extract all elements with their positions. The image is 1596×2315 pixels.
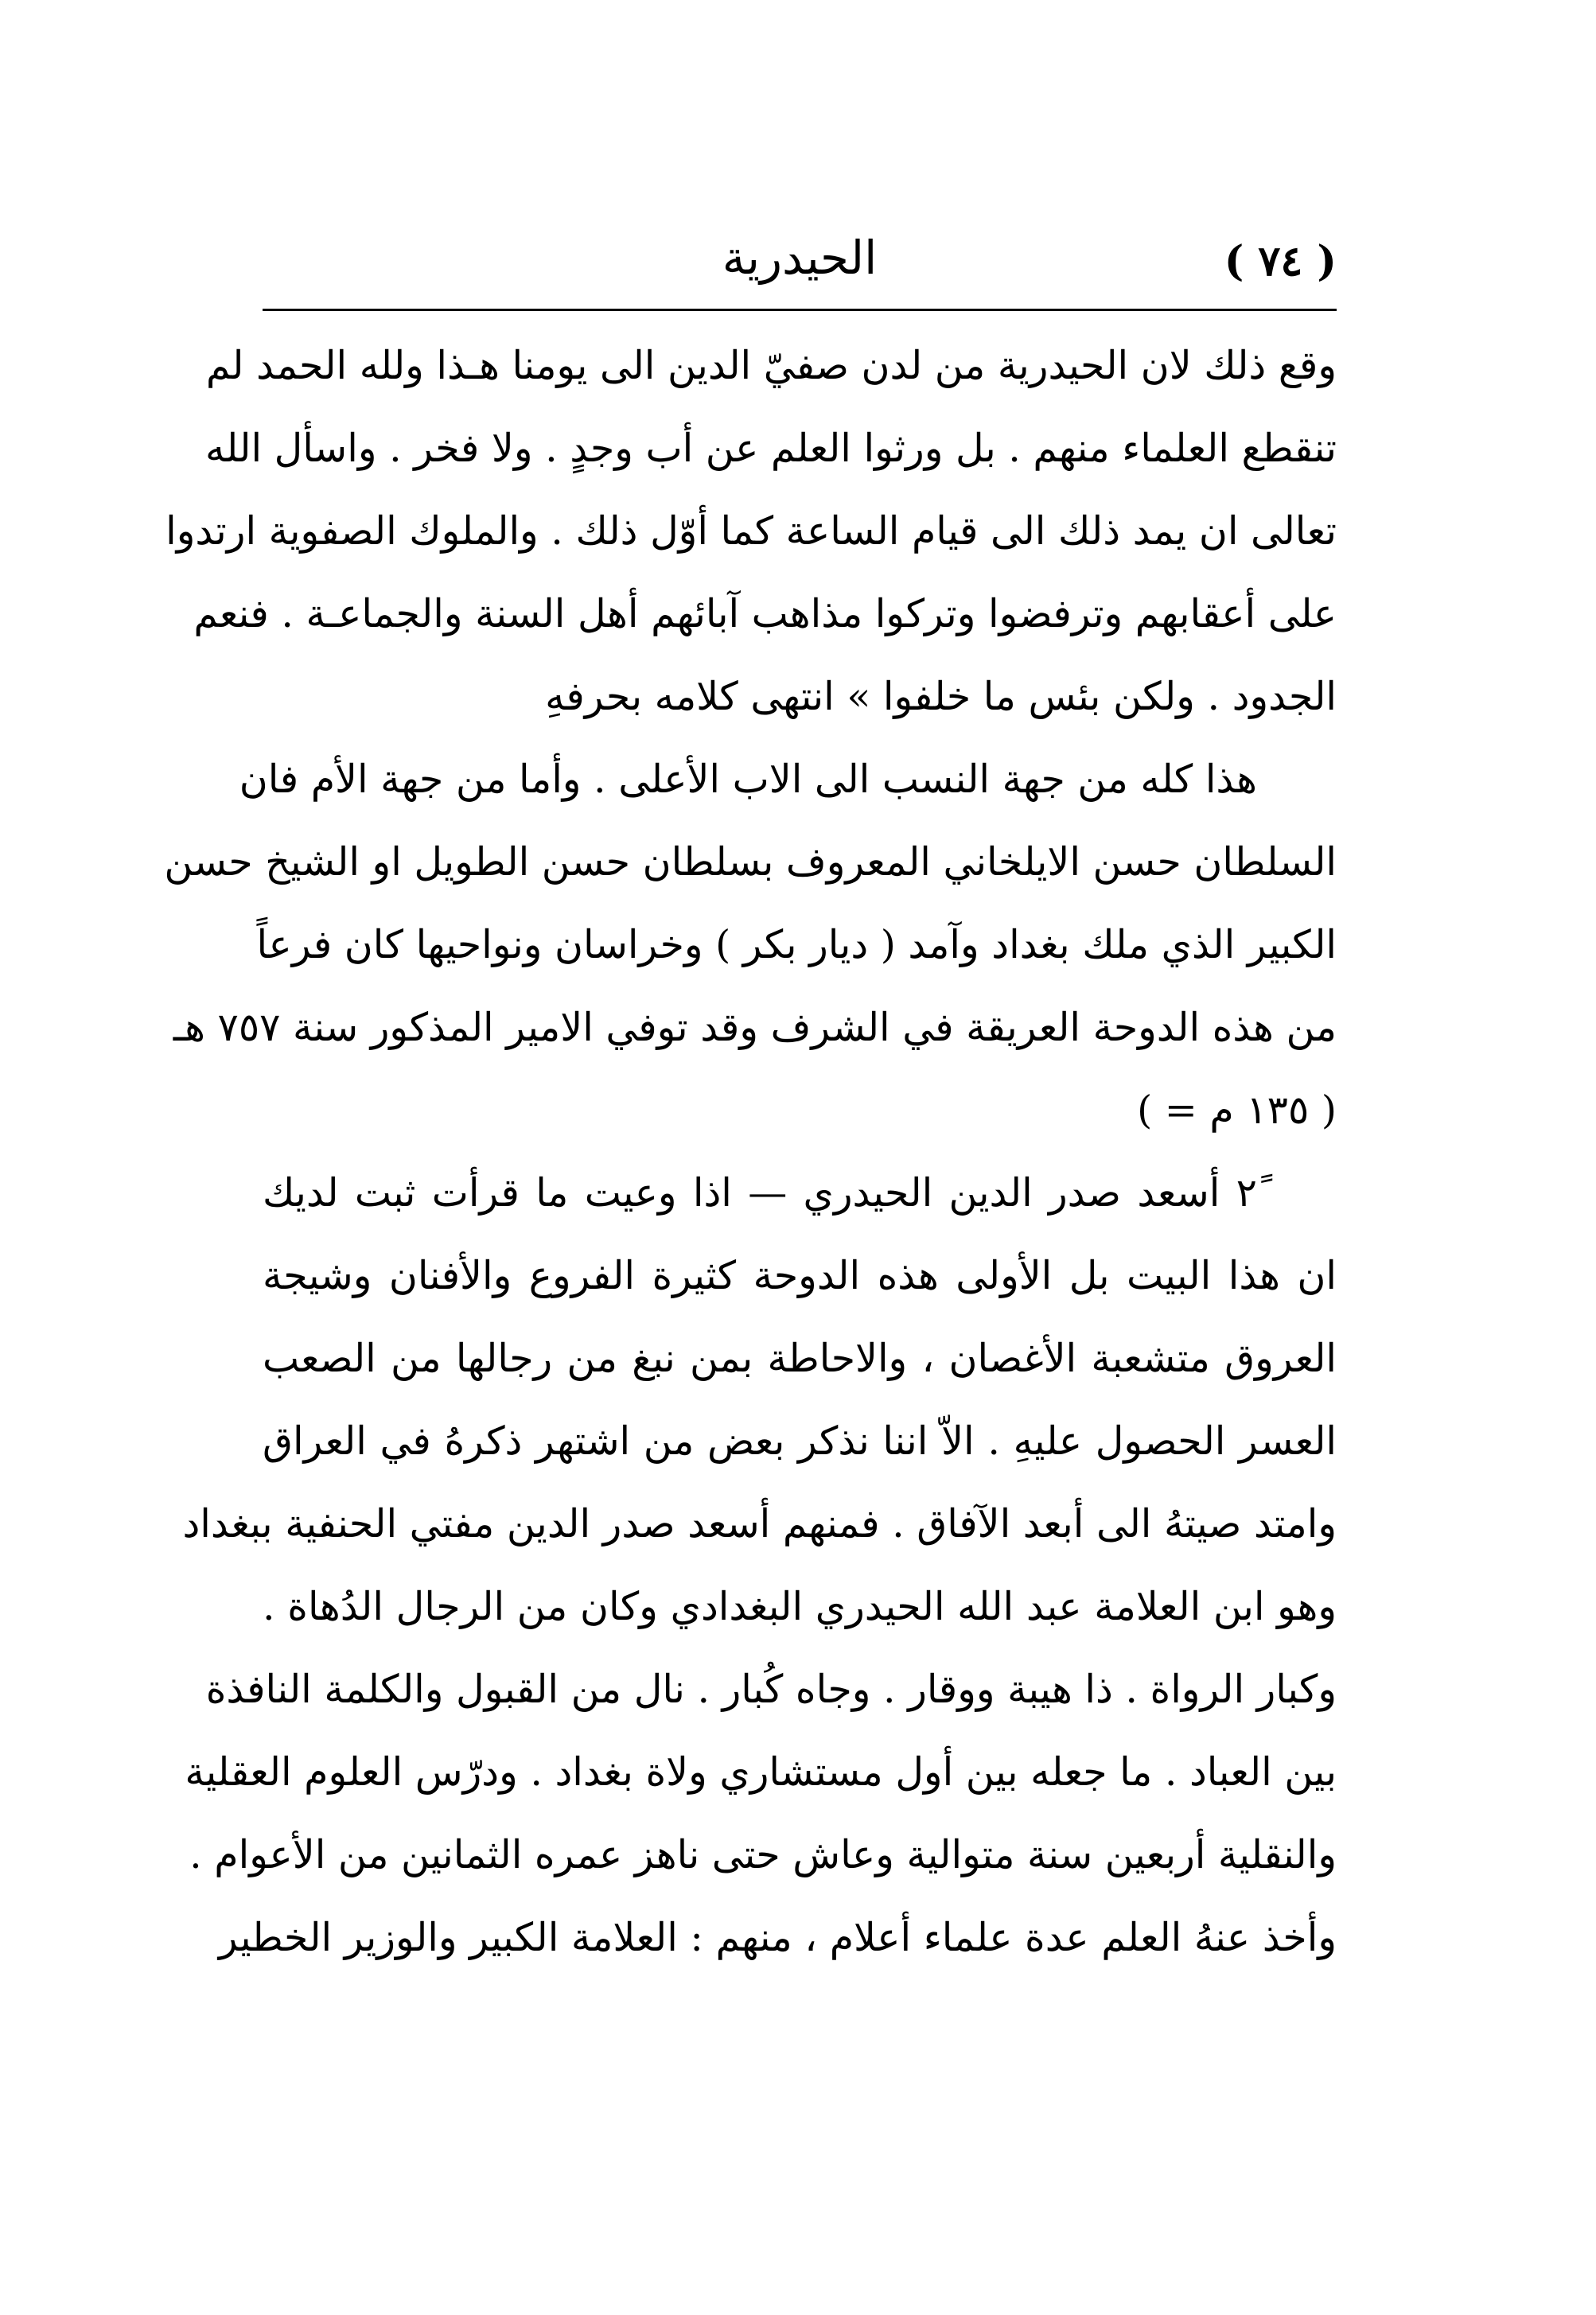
page-number: ( ٧٤ ) — [1224, 237, 1337, 286]
text-line: على أعقابهم وترفضوا وتركوا مذاهب آبائهم أهل السنة والجماعـة . فنعم — [193, 591, 1337, 636]
running-title: الحيدرية — [722, 231, 878, 285]
text-line: الجدود . ولكن بئس ما خلفوا » انتهى كلامه بحرفهِ — [545, 674, 1337, 719]
text-line: والنقلية أربعين سنة متوالية وعاش حتى ناهز عمره الثمانين من الأعوام . — [189, 1832, 1337, 1877]
text-line: ان هذا البيت بل الأولى هذه الدوحة كثيرة الفروع والأفنان وشيجة — [263, 1253, 1337, 1298]
header-rule — [263, 309, 1337, 311]
section-heading-line: ٢ً أسعد صدر الدين الحيدري — اذا وعيت ما قرأت ثبت لديك — [263, 1170, 1257, 1216]
text-line: وأخذ عنهُ العلم عدة علماء أعلام ، منهم : العلامة الكبير والوزير الخطير — [218, 1915, 1337, 1960]
text-line: السلطان حسن الايلخاني المعروف بسلطان حسن الطويل او الشيخ حسن — [164, 839, 1337, 885]
text-line: من هذه الدوحة العريقة في الشرف وقد توفي الامير المذكور سنة ٧٥٧ هـ — [173, 1005, 1337, 1050]
text-line: وهو ابن العلامة عبد الله الحيدري البغدادي وكان من الرجال الدُهاة . — [263, 1584, 1337, 1629]
text-line: العروق متشعبة الأغصان ، والاحاطة بمن نبغ من رجالها من الصعب — [263, 1336, 1337, 1381]
text-line: تنقطع العلماء منهم . بل ورثوا العلم عن أب وجدٍ . ولا فخر . واسأل الله — [205, 426, 1337, 471]
paragraph-start-line: هذا كله من جهة النسب الى الاب الأعلى . وأما من جهة الأم فان — [239, 757, 1257, 802]
text-line: تعالى ان يمد ذلك الى قيام الساعة كما أوّل ذلك . والملوك الصفوية ارتدوا — [165, 508, 1337, 554]
date-conversion: ( = ١٣٥ م ) — [1137, 1087, 1337, 1133]
text-line: وكبار الرواة . ذا هيبة ووقار . وجاه كُبار . نال من القبول والكلمة النافذة — [205, 1667, 1337, 1712]
page-header — [263, 231, 1337, 302]
text-line: الكبير الذي ملك بغداد وآمد ( ديار بكر ) وخراسان ونواحيها كان فرعاً — [256, 922, 1337, 967]
text-line: وقع ذلك لان الحيدرية من لدن صفيّ الدين الى يومنا هـذا ولله الحمد لم — [205, 343, 1337, 388]
text-line: بين العباد . ما جعله بين أول مستشاري ولاة بغداد . ودرّس العلوم العقلية — [185, 1749, 1337, 1795]
text-line: العسر الحصول عليهِ . الاّ اننا نذكر بعض من اشتهر ذكرهُ في العراق — [263, 1418, 1337, 1464]
text-line: وامتد صيتهُ الى أبعد الآفاق . فمنهم أسعد صدر الدين مفتي الحنفية ببغداد — [182, 1501, 1337, 1547]
date-conversion-line — [263, 1069, 1337, 1152]
body-text — [164, 325, 1337, 1979]
